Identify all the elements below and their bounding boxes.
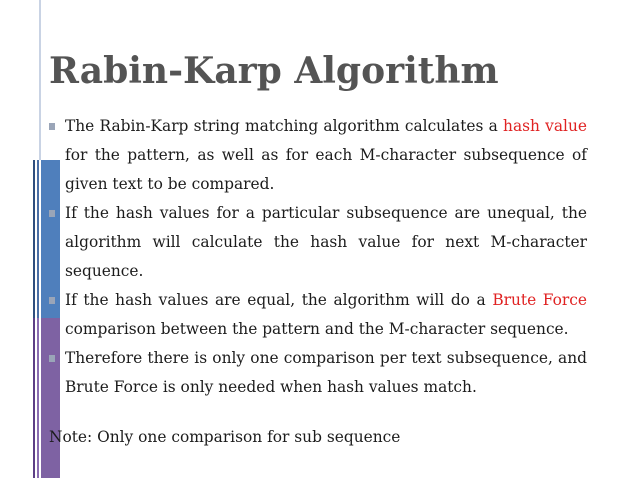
- bullet-text: Therefore there is only one comparison per text subsequence, and Brute Force is only needed when hash values match.: [65, 349, 587, 396]
- footnote: Note: Only one comparison for sub sequence: [49, 428, 401, 446]
- bullet-item: [49, 199, 587, 286]
- bullet-item: [49, 286, 587, 344]
- square-bullet-icon: [49, 123, 55, 130]
- square-bullet-icon: [49, 210, 55, 217]
- bullet-text: The Rabin-Karp string matching algorithm calculates a: [65, 117, 504, 135]
- bullet-text: comparison between the pattern and the M-character sequence.: [65, 320, 569, 338]
- square-bullet-icon: [49, 355, 55, 362]
- decorative-bar-thin-purple: [33, 318, 35, 478]
- bullet-text: If the hash values for a particular subsequence are unequal, the algorithm will calculate the hash value for next M-character sequence.: [65, 204, 587, 280]
- bullet-text: for the pattern, as well as for each M-character subsequence of given text to be compared.: [65, 146, 587, 193]
- decorative-bar-line: [39, 0, 41, 160]
- bullet-item: [49, 112, 587, 199]
- bullet-list: [49, 112, 587, 402]
- bullet-text: If the hash values are equal, the algorithm will do a: [65, 291, 493, 309]
- decorative-bar-thin-purple: [37, 318, 39, 478]
- highlighted-term: Brute Force: [492, 291, 587, 309]
- bullet-item: [49, 344, 587, 402]
- highlighted-term: hash value: [503, 117, 587, 135]
- slide-title: Rabin-Karp Algorithm: [49, 50, 499, 92]
- square-bullet-icon: [49, 297, 55, 304]
